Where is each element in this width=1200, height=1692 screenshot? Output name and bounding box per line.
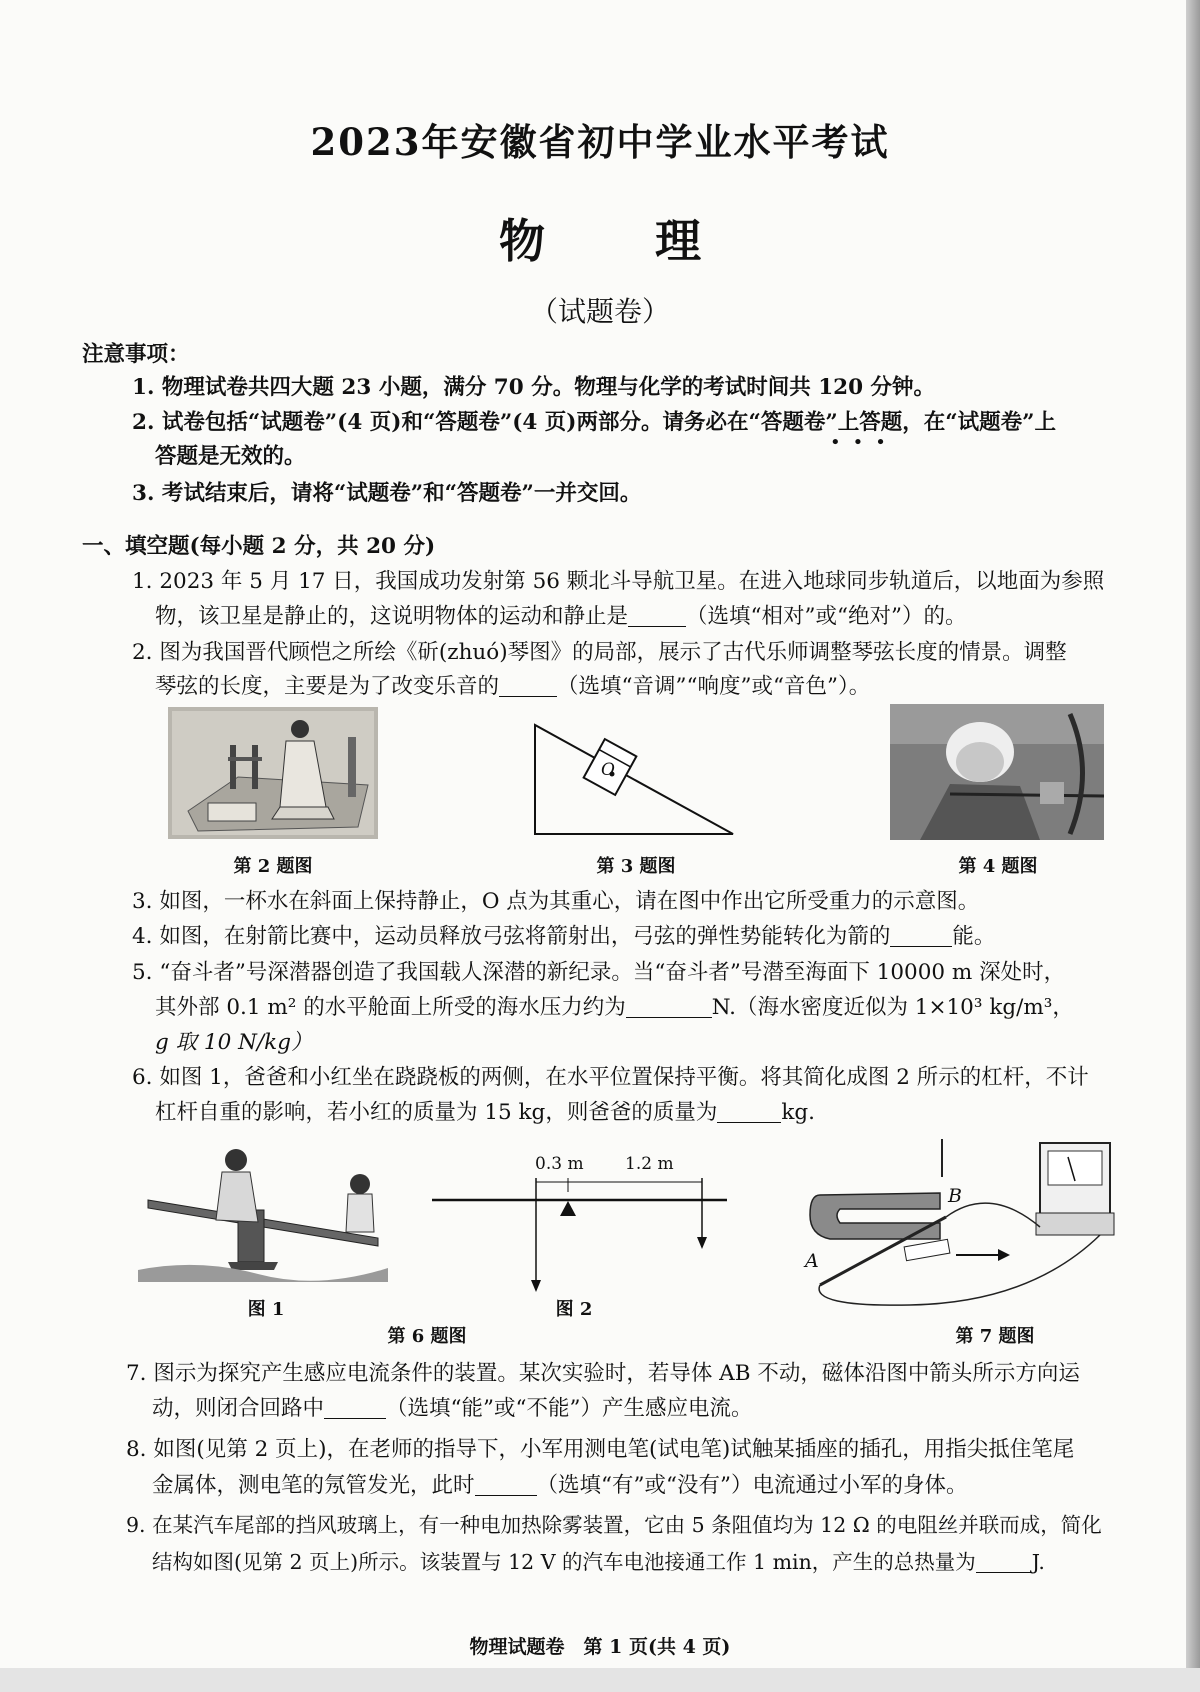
fig3-point-o: O [601,760,615,780]
q7-line2 [152,1394,752,1424]
exam-title: 2023年安徽省初中学业水平考试 [310,120,890,164]
q6-answer-blank [717,1100,781,1123]
q4-text-a: 4. 如图，在射箭比赛中，运动员释放弓弦将箭射出，弓弦的弹性势能转化为箭的 [132,924,891,949]
fig7-label-b: B [948,1185,962,1207]
fig3-caption: 第 3 题图 [596,856,676,877]
fig4-caption: 第 4 题图 [958,856,1038,877]
q7-answer-blank [324,1396,386,1419]
q8-answer-blank [475,1473,537,1496]
q6-line2 [155,1098,815,1128]
fig7-label-a: A [805,1250,819,1272]
fig6-label-2: 图 2 [555,1299,593,1320]
q6-seesaw-figure [138,1142,388,1282]
q5-answer-blank [626,995,712,1018]
paper-type: （试题卷） [529,295,670,328]
page-footer: 物理试题卷 第 1 页(共 4 页) [469,1636,731,1658]
fig6-dim-right: 1.2 m [625,1154,674,1174]
q9-text-a: 结构如图(见第 2 页上)所示。该装置与 12 V 的汽车电池接通工作 1 min，产生的总热量为 [152,1550,976,1574]
q8-text-a: 金属体，测电笔的氖管发光，此时 [152,1473,475,1498]
q4-text-b: 能。 [952,924,996,949]
note-item-2-cont: 答题是无效的。 [155,444,306,469]
fig7-caption: 第 7 题图 [955,1326,1035,1347]
subject-title: 物理 [499,214,811,268]
fig6-label-1: 图 1 [247,1299,285,1320]
q1-text-a: 物，该卫星是静止的，这说明物体的运动和静止是 [155,604,629,629]
q2-text-b: （选填“音调”“响度”或“音色”）。 [557,674,871,699]
q8-line1: 8. 如图(见第 2 页上)，在老师的指导下，小军用测电笔(试电笔)试触某插座的插孔，用指尖抵住笔尾 [126,1437,1075,1462]
note-item-2: 2. 试卷包括“试题卷”(4 页)和“答题卷”(4 页)两部分。请务必在“答题卷”上答题，在“试题卷”上 [132,410,1056,435]
q4-archery-photo [890,704,1104,840]
bottom-strip [0,1668,1200,1692]
q9-answer-blank [976,1550,1032,1573]
q3-text: 3. 如图，一杯水在斜面上保持静止，O 点为其重心，请在图中作出它所受重力的示意图。 [132,889,980,914]
note-item-1: 1. 物理试卷共四大题 23 小题，满分 70 分。物理与化学的考试时间共 120 分钟。 [132,375,936,400]
q2-answer-blank [499,674,557,697]
q6-text-b: kg. [781,1100,815,1125]
q9-line1: 9. 在某汽车尾部的挡风玻璃上，有一种电加热除雾装置，它由 5 条阻值均为 12 Ω 的电阻丝并联而成，简化 [126,1513,1102,1537]
q5-text-b: N.（海水密度近似为 1×10³ kg/m³， [711,995,1074,1020]
q6-line1: 6. 如图 1，爸爸和小红坐在跷跷板的两侧，在水平位置保持平衡。将其简化成图 2 所示的杠杆，不计 [132,1065,1089,1090]
q8-line2 [152,1471,967,1501]
note-item-3: 3. 考试结束后，请将“试题卷”和“答题卷”一并交回。 [132,481,642,506]
q8-text-b: （选填“有”或“没有”）电流通过小军的身体。 [536,1473,968,1498]
section-heading: 一、填空题(每小题 2 分，共 20 分) [82,534,436,559]
q6-text-a: 杠杆自重的影响，若小红的质量为 15 kg，则爸爸的质量为 [155,1100,718,1125]
q7-text-a: 动，则闭合回路中 [152,1396,325,1421]
q5-line2 [155,993,1074,1023]
q9-line2 [152,1547,1045,1577]
q7-induction-apparatus [800,1135,1120,1310]
q5-line3: g 取 10 N/kg） [155,1030,313,1055]
q1-text-b: （选填“相对”或“绝对”）的。 [686,604,967,629]
q5-text-a: 其外部 0.1 m² 的水平舱面上所受的海水压力约为 [155,995,626,1020]
emphasis-dots: ••• [830,432,898,453]
scan-edge-shadow [1186,0,1200,1668]
q1-line1: 1. 2023 年 5 月 17 日，我国成功发射第 56 颗北斗导航卫星。在进入地球同步轨道后，以地面为参照 [132,569,1105,594]
q2-line2 [155,672,870,702]
q2-line1: 2. 图为我国晋代顾恺之所绘《斫(zhuó)琴图》的局部，展示了古代乐师调整琴弦长度的情景。调整 [132,640,1067,665]
q2-text-a: 琴弦的长度，主要是为了改变乐音的 [155,674,500,699]
q7-line1: 7. 图示为探究产生感应电流条件的装置。某次实验时，若导体 AB 不动，磁体沿图中箭头所示方向运 [126,1361,1080,1386]
q1-line2 [155,602,966,632]
q1-answer-blank [628,604,686,627]
q4-answer-blank [890,924,952,947]
q9-text-b: J. [1031,1550,1045,1574]
q2-painting-figure [168,707,378,839]
fig6-caption: 第 6 题图 [387,1326,467,1347]
q7-text-b: （选填“能”或“不能”）产生感应电流。 [386,1396,753,1421]
q4-line [132,922,995,952]
notes-heading: 注意事项： [82,342,190,367]
fig6-dim-left: 0.3 m [535,1154,584,1174]
q3-incline-figure [530,707,740,839]
fig2-caption: 第 2 题图 [233,856,313,877]
q5-line1: 5. “奋斗者”号深潜器创造了我国载人深潜的新纪录。当“奋斗者”号潜至海面下 10000 m 深处时， [132,960,1066,985]
